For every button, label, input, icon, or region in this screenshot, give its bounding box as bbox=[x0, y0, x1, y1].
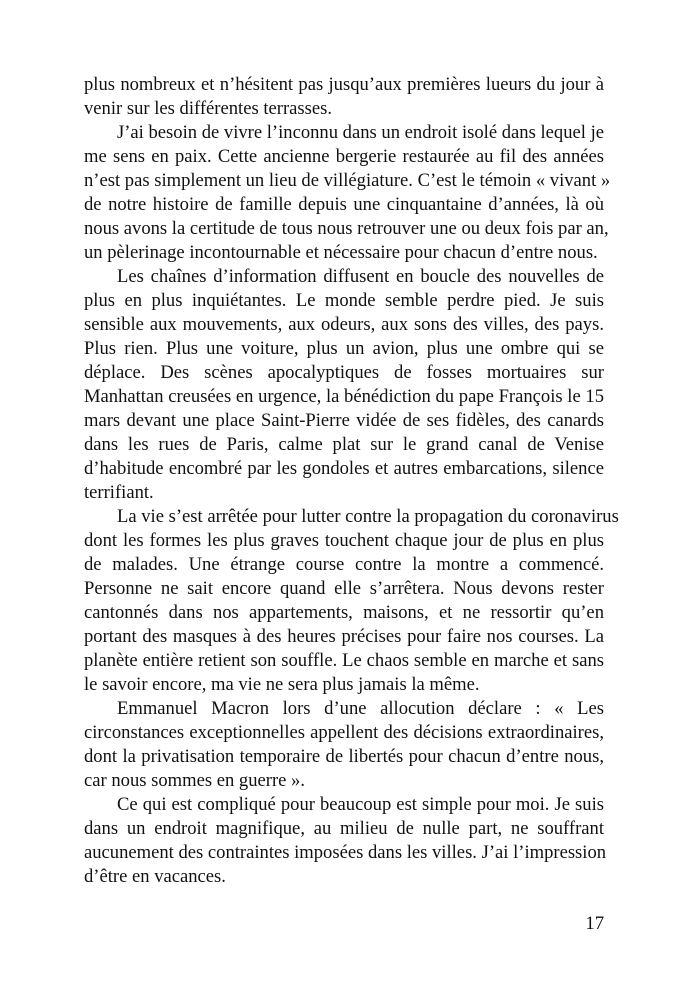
text-line: plus en plus inquiétantes. Le monde semble perdre pied. Je suis bbox=[84, 290, 604, 311]
text-line: Plus rien. Plus une voiture, plus un avion, plus une ombre qui se bbox=[84, 338, 604, 359]
text-line: plus nombreux et n’hésitent pas jusqu’aux premières lueurs du jour à bbox=[84, 74, 604, 95]
text-line: dans les rues de Paris, calme plat sur le grand canal de Venise bbox=[84, 434, 604, 455]
text-line: car nous sommes en guerre ». bbox=[84, 770, 305, 791]
text-line: planète entière retient son souffle. Le chaos semble en marche et sans bbox=[84, 650, 604, 671]
text-line: venir sur les différentes terrasses. bbox=[84, 98, 333, 119]
text-line: de malades. Une étrange course contre la montre a commencé. bbox=[84, 554, 604, 575]
text-line: Personne ne sait encore quand elle s’arrêtera. Nous devons rester bbox=[84, 578, 604, 599]
text-line: n’est pas simplement un lieu de villégiature. C’est le témoin « vivant » bbox=[84, 170, 611, 191]
text-line: Ce qui est compliqué pour beaucoup est simple pour moi. Je suis bbox=[117, 794, 604, 815]
page-body-text bbox=[84, 73, 619, 889]
text-line: un pèlerinage incontournable et nécessaire pour chacun d’entre nous. bbox=[84, 242, 598, 263]
text-line: sensible aux mouvements, aux odeurs, aux sons des villes, des pays. bbox=[84, 314, 604, 335]
text-line: J’ai besoin de vivre l’inconnu dans un endroit isolé dans lequel je bbox=[117, 122, 604, 143]
text-line: terrifiant. bbox=[84, 482, 154, 503]
text-line: le savoir encore, ma vie ne sera plus jamais la même. bbox=[84, 674, 480, 695]
text-line: nous avons la certitude de tous nous retrouver une ou deux fois par an, bbox=[84, 218, 609, 239]
text-line: déplace. Des scènes apocalyptiques de fosses mortuaires sur bbox=[84, 362, 604, 383]
text-line: de notre histoire de famille depuis une cinquantaine d’années, là où bbox=[84, 194, 604, 215]
book-page bbox=[84, 73, 619, 973]
text-line: Manhattan creusées en urgence, la bénédiction du pape François le 15 bbox=[84, 386, 604, 407]
text-line: d’être en vacances. bbox=[84, 866, 226, 887]
text-line: d’habitude encombré par les gondoles et autres embarcations, silence bbox=[84, 458, 604, 479]
text-line: dont les formes les plus graves touchent chaque jour de plus en plus bbox=[84, 530, 604, 551]
text-line: mars devant une place Saint-Pierre vidée de ses fidèles, des canards bbox=[84, 410, 604, 431]
page-number: 17 bbox=[585, 913, 604, 934]
text-line: circonstances exceptionnelles appellent des décisions extraordinaires, bbox=[84, 722, 604, 743]
text-line: dont la privatisation temporaire de libertés pour chacun d’entre nous, bbox=[84, 746, 604, 767]
text-line: me sens en paix. Cette ancienne bergerie restaurée au fil des années bbox=[84, 146, 604, 167]
text-line: portant des masques à des heures précises pour faire nos courses. La bbox=[84, 626, 604, 647]
text-line: cantonnés dans nos appartements, maisons, et ne ressortir qu’en bbox=[84, 602, 604, 623]
text-line: Emmanuel Macron lors d’une allocution déclare : « Les bbox=[117, 698, 604, 719]
text-line: Les chaînes d’information diffusent en boucle des nouvelles de bbox=[117, 266, 604, 287]
text-line: aucunement des contraintes imposées dans les villes. J’ai l’impression bbox=[84, 842, 607, 863]
text-line: La vie s’est arrêtée pour lutter contre la propagation du coronavirus bbox=[117, 506, 619, 527]
text-line: dans un endroit magnifique, au milieu de nulle part, ne souffrant bbox=[84, 818, 604, 839]
